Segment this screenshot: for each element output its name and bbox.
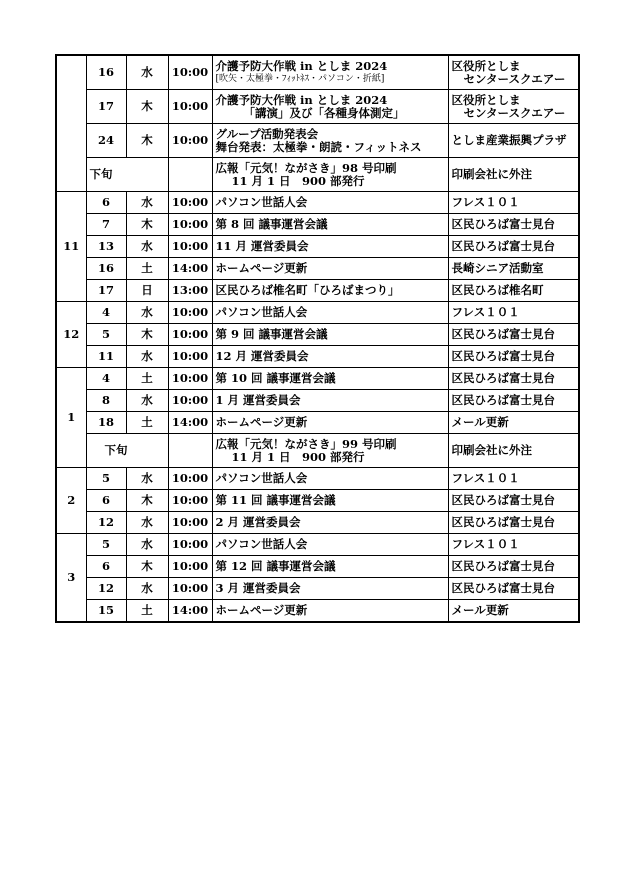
time-cell: 10:00 xyxy=(168,236,212,258)
weekday-cell: 水 xyxy=(126,512,168,534)
table-row xyxy=(56,214,579,236)
month-cell: 2 xyxy=(56,468,86,534)
time-cell: 10:00 xyxy=(168,468,212,490)
table-row xyxy=(56,90,579,124)
day-cell: 24 xyxy=(86,124,126,158)
time-cell: 14:00 xyxy=(168,412,212,434)
table-row xyxy=(56,512,579,534)
table-row xyxy=(56,490,579,512)
month-cell: 12 xyxy=(56,302,86,368)
table-row xyxy=(56,578,579,600)
event-cell: 2 月 運営委員会 xyxy=(212,512,448,534)
place-cell: 区民ひろば富士見台 xyxy=(448,368,579,390)
place-cell: フレス１０１ xyxy=(448,302,579,324)
table-row xyxy=(56,412,579,434)
place-name: 区役所としま xyxy=(451,58,521,73)
event-cell: ホームページ更新 xyxy=(212,412,448,434)
event-cell: 1 月 運営委員会 xyxy=(212,390,448,412)
place-cell: 区民ひろば富士見台 xyxy=(448,346,579,368)
place-cell: 印刷会社に外注 xyxy=(448,434,579,468)
table-row xyxy=(56,324,579,346)
table-row xyxy=(56,600,579,623)
weekday-cell: 土 xyxy=(126,600,168,623)
weekday-cell: 土 xyxy=(126,258,168,280)
day-cell: 15 xyxy=(86,600,126,623)
event-subtitle: 「講演」及び「各種身体測定」 xyxy=(243,105,405,120)
day-cell: 5 xyxy=(86,534,126,556)
event-cell: パソコン世話人会 xyxy=(212,534,448,556)
weekday-cell: 水 xyxy=(126,236,168,258)
day-cell: 16 xyxy=(86,55,126,90)
place-cell xyxy=(448,90,579,124)
weekday-cell: 木 xyxy=(126,556,168,578)
weekday-cell: 木 xyxy=(126,124,168,158)
time-cell: 14:00 xyxy=(168,258,212,280)
table-row xyxy=(56,124,579,158)
place-subname: センタースクエアー xyxy=(463,71,566,86)
place-cell: 区民ひろば富士見台 xyxy=(448,324,579,346)
event-subtitle: 11 月 1 日 900 部発行 xyxy=(231,173,365,188)
day-cell: 6 xyxy=(86,556,126,578)
weekday-cell: 木 xyxy=(126,90,168,124)
table-row xyxy=(56,55,579,90)
time-cell: 10:00 xyxy=(168,346,212,368)
place-cell: 区民ひろば富士見台 xyxy=(448,556,579,578)
weekday-cell: 水 xyxy=(126,534,168,556)
place-cell: 区民ひろば富士見台 xyxy=(448,578,579,600)
place-cell: 区民ひろば富士見台 xyxy=(448,390,579,412)
time-cell: 10:00 xyxy=(168,124,212,158)
event-cell: パソコン世話人会 xyxy=(212,302,448,324)
table-row xyxy=(56,434,579,468)
table-row xyxy=(56,390,579,412)
day-cell: 17 xyxy=(86,280,126,302)
place-cell: フレス１０１ xyxy=(448,192,579,214)
place-cell: フレス１０１ xyxy=(448,534,579,556)
time-cell: 10:00 xyxy=(168,192,212,214)
place-cell: 区民ひろば椎名町 xyxy=(448,280,579,302)
weekday-cell: 水 xyxy=(126,55,168,90)
day-cell: 12 xyxy=(86,578,126,600)
day-cell: 18 xyxy=(86,412,126,434)
place-cell: としま産業振興プラザ xyxy=(448,124,579,158)
event-title: 介護予防大作戦 in としま 2024 xyxy=(215,58,388,73)
place-cell: 印刷会社に外注 xyxy=(448,158,579,192)
place-cell: 区民ひろば富士見台 xyxy=(448,490,579,512)
weekday-cell: 水 xyxy=(126,468,168,490)
weekday-cell: 水 xyxy=(126,578,168,600)
time-cell: 10:00 xyxy=(168,534,212,556)
weekday-cell: 木 xyxy=(126,324,168,346)
event-title: 広報「元気！ながさき」99 号印刷 xyxy=(215,436,397,451)
month-cell: 1 xyxy=(56,368,86,468)
event-cell: 第 9 回 議事運営会議 xyxy=(212,324,448,346)
table-row xyxy=(56,368,579,390)
day-cell: 5 xyxy=(86,324,126,346)
place-cell: 区民ひろば富士見台 xyxy=(448,214,579,236)
event-cell xyxy=(212,434,448,468)
time-cell: 10:00 xyxy=(168,490,212,512)
table-row xyxy=(56,258,579,280)
table-row xyxy=(56,346,579,368)
period-label: 下旬 xyxy=(86,158,168,192)
event-subtitle: [吹矢・太極拳・ﾌｨｯﾄﾈｽ・パソコン・折紙] xyxy=(215,73,385,84)
time-cell: 10:00 xyxy=(168,214,212,236)
event-cell: 3 月 運営委員会 xyxy=(212,578,448,600)
time-cell: 10:00 xyxy=(168,368,212,390)
event-title: 介護予防大作戦 in としま 2024 xyxy=(215,92,388,107)
weekday-cell: 土 xyxy=(126,368,168,390)
empty-cell xyxy=(168,434,212,468)
day-cell: 13 xyxy=(86,236,126,258)
event-title: グループ活動発表会 xyxy=(215,126,319,141)
weekday-cell: 日 xyxy=(126,280,168,302)
time-cell: 10:00 xyxy=(168,324,212,346)
weekday-cell: 木 xyxy=(126,214,168,236)
table-row xyxy=(56,534,579,556)
event-cell xyxy=(212,90,448,124)
day-cell: 5 xyxy=(86,468,126,490)
day-cell: 8 xyxy=(86,390,126,412)
place-cell: 区民ひろば富士見台 xyxy=(448,512,579,534)
event-subtitle: 11 月 1 日 900 部発行 xyxy=(231,449,365,464)
event-cell: 区民ひろば椎名町「ひろばまつり」 xyxy=(212,280,448,302)
weekday-cell: 水 xyxy=(126,192,168,214)
table-row xyxy=(56,192,579,214)
time-cell: 10:00 xyxy=(168,512,212,534)
table-row xyxy=(56,280,579,302)
weekday-cell: 土 xyxy=(126,412,168,434)
time-cell: 14:00 xyxy=(168,600,212,623)
event-title: 広報「元気！ながさき」98 号印刷 xyxy=(215,160,397,175)
event-cell: 11 月 運営委員会 xyxy=(212,236,448,258)
day-cell: 7 xyxy=(86,214,126,236)
place-name: 区役所としま xyxy=(451,92,521,107)
event-cell: 第 11 回 議事運営会議 xyxy=(212,490,448,512)
period-label: 下旬 xyxy=(86,434,168,468)
schedule-table xyxy=(55,54,580,623)
place-cell: フレス１０１ xyxy=(448,468,579,490)
month-cell: 3 xyxy=(56,534,86,623)
place-cell: 区民ひろば富士見台 xyxy=(448,236,579,258)
weekday-cell: 水 xyxy=(126,390,168,412)
day-cell: 4 xyxy=(86,368,126,390)
day-cell: 6 xyxy=(86,490,126,512)
time-cell: 10:00 xyxy=(168,55,212,90)
event-cell: ホームページ更新 xyxy=(212,258,448,280)
month-cell: 11 xyxy=(56,192,86,302)
time-cell: 10:00 xyxy=(168,556,212,578)
place-cell: メール更新 xyxy=(448,412,579,434)
place-cell xyxy=(448,55,579,90)
table-row xyxy=(56,302,579,324)
event-cell: 第 8 回 議事運営会議 xyxy=(212,214,448,236)
table-row xyxy=(56,556,579,578)
event-cell xyxy=(212,158,448,192)
weekday-cell: 木 xyxy=(126,490,168,512)
place-cell: メール更新 xyxy=(448,600,579,623)
table-row xyxy=(56,158,579,192)
event-cell xyxy=(212,124,448,158)
time-cell: 10:00 xyxy=(168,302,212,324)
event-cell: 第 12 回 議事運営会議 xyxy=(212,556,448,578)
event-cell: パソコン世話人会 xyxy=(212,468,448,490)
event-cell xyxy=(212,55,448,90)
day-cell: 11 xyxy=(86,346,126,368)
event-subtitle: 舞台発表：太極拳・朗読・フィットネス xyxy=(215,139,422,154)
day-cell: 17 xyxy=(86,90,126,124)
table-row xyxy=(56,236,579,258)
month-cell xyxy=(56,55,86,192)
day-cell: 16 xyxy=(86,258,126,280)
day-cell: 4 xyxy=(86,302,126,324)
place-cell: 長崎シニア活動室 xyxy=(448,258,579,280)
weekday-cell: 水 xyxy=(126,346,168,368)
time-cell: 10:00 xyxy=(168,578,212,600)
event-cell: パソコン世話人会 xyxy=(212,192,448,214)
day-cell: 12 xyxy=(86,512,126,534)
weekday-cell: 水 xyxy=(126,302,168,324)
event-cell: 12 月 運営委員会 xyxy=(212,346,448,368)
table-row xyxy=(56,468,579,490)
time-cell: 13:00 xyxy=(168,280,212,302)
event-cell: ホームページ更新 xyxy=(212,600,448,623)
day-cell: 6 xyxy=(86,192,126,214)
empty-cell xyxy=(168,158,212,192)
time-cell: 10:00 xyxy=(168,90,212,124)
event-cell: 第 10 回 議事運営会議 xyxy=(212,368,448,390)
place-subname: センタースクエアー xyxy=(463,105,566,120)
time-cell: 10:00 xyxy=(168,390,212,412)
